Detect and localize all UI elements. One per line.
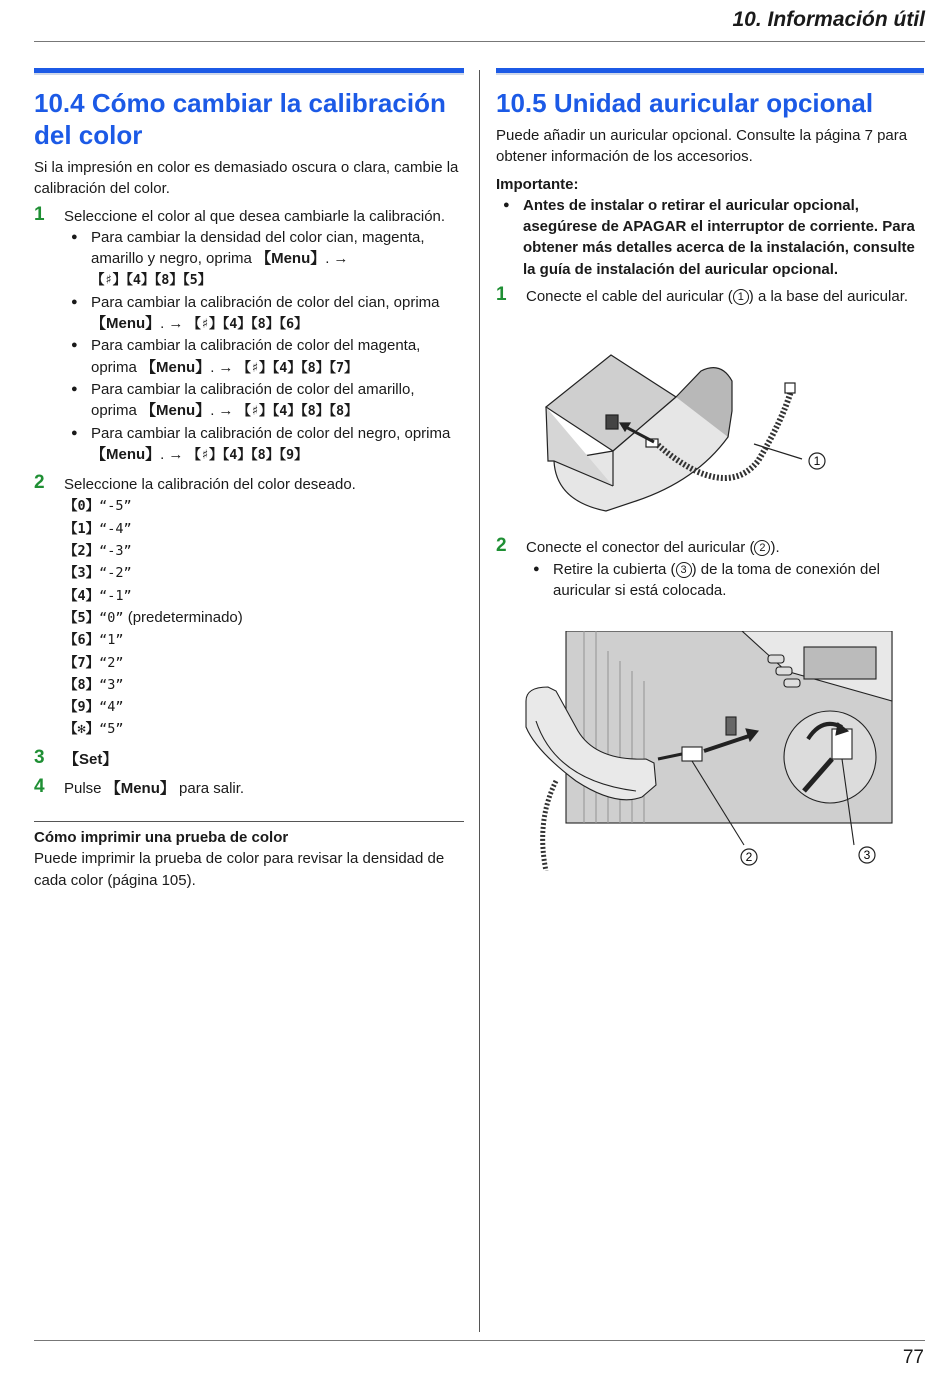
page-header-title: 10. Información útil	[732, 8, 925, 31]
key-sequence: 【♯】【4】【8】【6】	[187, 316, 308, 333]
option-line	[64, 495, 464, 517]
punct: .	[210, 358, 215, 376]
option-line	[64, 652, 464, 674]
option-key: 【9】	[64, 699, 100, 716]
step-1	[34, 203, 464, 467]
option-value: “-1”	[99, 587, 132, 604]
option-key: 【3】	[64, 565, 100, 582]
section-title-handset: 10.5 Unidad auricular opcional	[496, 88, 874, 118]
option-line	[64, 585, 464, 607]
step-1	[496, 286, 924, 307]
option-line	[64, 696, 464, 718]
step-text: para salir.	[174, 780, 245, 798]
arrow-icon: →	[168, 315, 184, 333]
list-item	[64, 423, 464, 467]
handset-connection-illustration	[496, 631, 924, 871]
option-value: “2”	[99, 654, 124, 671]
step-text: ) a la base del auricular.	[748, 288, 909, 306]
option-key: 【6】	[64, 632, 100, 649]
option-value: “-2”	[99, 565, 132, 582]
bullet-text: Para cambiar la calibración de color del cian, oprima	[91, 293, 440, 311]
step-2	[34, 474, 464, 741]
callout-label: 2	[745, 850, 753, 865]
callout-label: 3	[863, 848, 871, 863]
step-text: Conecte el conector del auricular (	[526, 539, 755, 557]
option-key: 【2】	[64, 543, 100, 560]
punct: .	[160, 315, 165, 333]
menu-key: 【Menu】	[256, 250, 326, 268]
bullet-text: Para cambiar la calibración de color del magenta, oprima	[91, 337, 421, 376]
option-note: (predeterminado)	[123, 608, 243, 626]
intro-text: Si la impresión en color es demasiado oscura o clara, cambie la calibración del color.	[34, 159, 459, 198]
option-value: “3”	[99, 676, 124, 693]
step-number: 2	[34, 472, 45, 494]
option-line	[64, 629, 464, 651]
option-line	[64, 518, 464, 540]
option-key: 【5】	[64, 609, 100, 626]
key-sequence: 【♯】【4】【8】【9】	[187, 446, 308, 463]
menu-key: 【Menu】	[105, 780, 175, 798]
option-key: 【4】	[64, 587, 100, 604]
menu-key: 【Menu】	[141, 402, 211, 420]
column-divider	[479, 70, 480, 1332]
step-number: 1	[34, 203, 45, 225]
key-sequence: 【♯】【4】【8】【7】	[237, 359, 358, 376]
option-value: “0”	[99, 609, 124, 626]
step-number: 3	[34, 746, 45, 768]
step-2	[496, 537, 924, 601]
important-note: ● Antes de instalar o retirar el auricular opcional, asegúrese de APAGAR el interruptor de corriente. Para obtener más detalles acerca de la instalación, consulte la guía de instalación del auricular opcional.	[496, 195, 924, 280]
callout-label: 1	[813, 454, 821, 469]
option-value: “-3”	[99, 543, 132, 560]
subsection-rule	[34, 821, 464, 822]
step-number: 1	[496, 284, 507, 306]
right-column	[496, 68, 924, 871]
bullet-text: Para cambiar la calibración de color del negro, oprima	[91, 424, 451, 442]
step-number: 4	[34, 776, 45, 798]
bullet-text: Para cambiar la densidad del color cian, magenta, amarillo y negro, oprima	[91, 228, 425, 268]
punct: .	[160, 445, 165, 463]
menu-key: 【Menu】	[141, 358, 211, 376]
bullet-text: Retire la cubierta (	[553, 560, 676, 578]
arrow-icon: →	[218, 402, 234, 420]
page-number: 77	[902, 1347, 924, 1368]
option-value: “1”	[99, 632, 124, 649]
option-line	[64, 607, 464, 629]
handset-base-illustration	[496, 311, 924, 533]
arrow-icon: →	[218, 358, 234, 376]
option-key: 【1】	[64, 520, 100, 537]
step-text: Seleccione la calibración del color deseado.	[64, 476, 356, 494]
calibration-options	[64, 495, 464, 740]
option-value: “5”	[99, 721, 124, 738]
arrow-icon: →	[168, 445, 184, 463]
set-key: 【Set】	[64, 750, 118, 768]
section-title-color-calibration: 10.4 Cómo cambiar la calibración del color	[34, 88, 446, 150]
option-value: “-4”	[99, 520, 132, 537]
punct: .	[210, 402, 215, 420]
step-4	[34, 778, 464, 799]
intro-text: Puede añadir un auricular opcional. Consulte la página 7 para obtener información de los accesorios.	[496, 127, 908, 166]
step1-bullets	[64, 227, 464, 466]
key-sequence: 【♯】【4】【8】【5】	[91, 272, 212, 289]
option-line	[64, 562, 464, 584]
list-item	[526, 559, 924, 602]
menu-key: 【Menu】	[91, 315, 161, 333]
option-value: “-5”	[99, 498, 132, 515]
key-sequence: 【♯】【4】【8】【8】	[237, 403, 358, 420]
footer-rule	[34, 1340, 925, 1341]
left-column	[34, 68, 464, 897]
option-key: 【8】	[64, 676, 100, 693]
step-text: Seleccione el color al que desea cambiarle la calibración.	[64, 207, 446, 225]
header-rule	[34, 41, 925, 42]
option-key: 【0】	[64, 498, 100, 515]
bullet-text: ) de la toma de conexión del auricular si está colocada.	[553, 560, 881, 599]
step-text: Pulse	[64, 780, 106, 798]
callout-marker: 2	[754, 540, 770, 556]
option-line	[64, 674, 464, 696]
section-bar	[34, 68, 464, 75]
important-label: Importante:	[496, 175, 579, 193]
step-3	[34, 746, 464, 770]
list-item	[64, 335, 464, 379]
option-line	[64, 718, 464, 740]
option-key: 【✻】	[64, 721, 100, 738]
list-item	[64, 379, 464, 423]
callout-marker: 3	[676, 562, 692, 578]
callout-marker: 1	[733, 289, 749, 305]
step-text: Conecte el cable del auricular (	[526, 288, 733, 306]
step-number: 2	[496, 535, 507, 557]
arrow-icon: →	[333, 250, 349, 268]
menu-key: 【Menu】	[91, 445, 161, 463]
bullet-text: Para cambiar la calibración de color del amarillo, oprima	[91, 380, 415, 420]
option-value: “4”	[99, 699, 124, 716]
option-key: 【7】	[64, 654, 100, 671]
list-item	[64, 227, 464, 292]
subsection-title: Cómo imprimir una prueba de color	[34, 829, 289, 847]
option-line	[64, 540, 464, 562]
list-item	[64, 292, 464, 336]
step-text: ).	[770, 539, 780, 557]
subsection-text: Puede imprimir la prueba de color para revisar la densidad de cada color (página 105).	[34, 850, 445, 889]
punct: .	[325, 250, 330, 268]
section-bar	[496, 68, 924, 75]
